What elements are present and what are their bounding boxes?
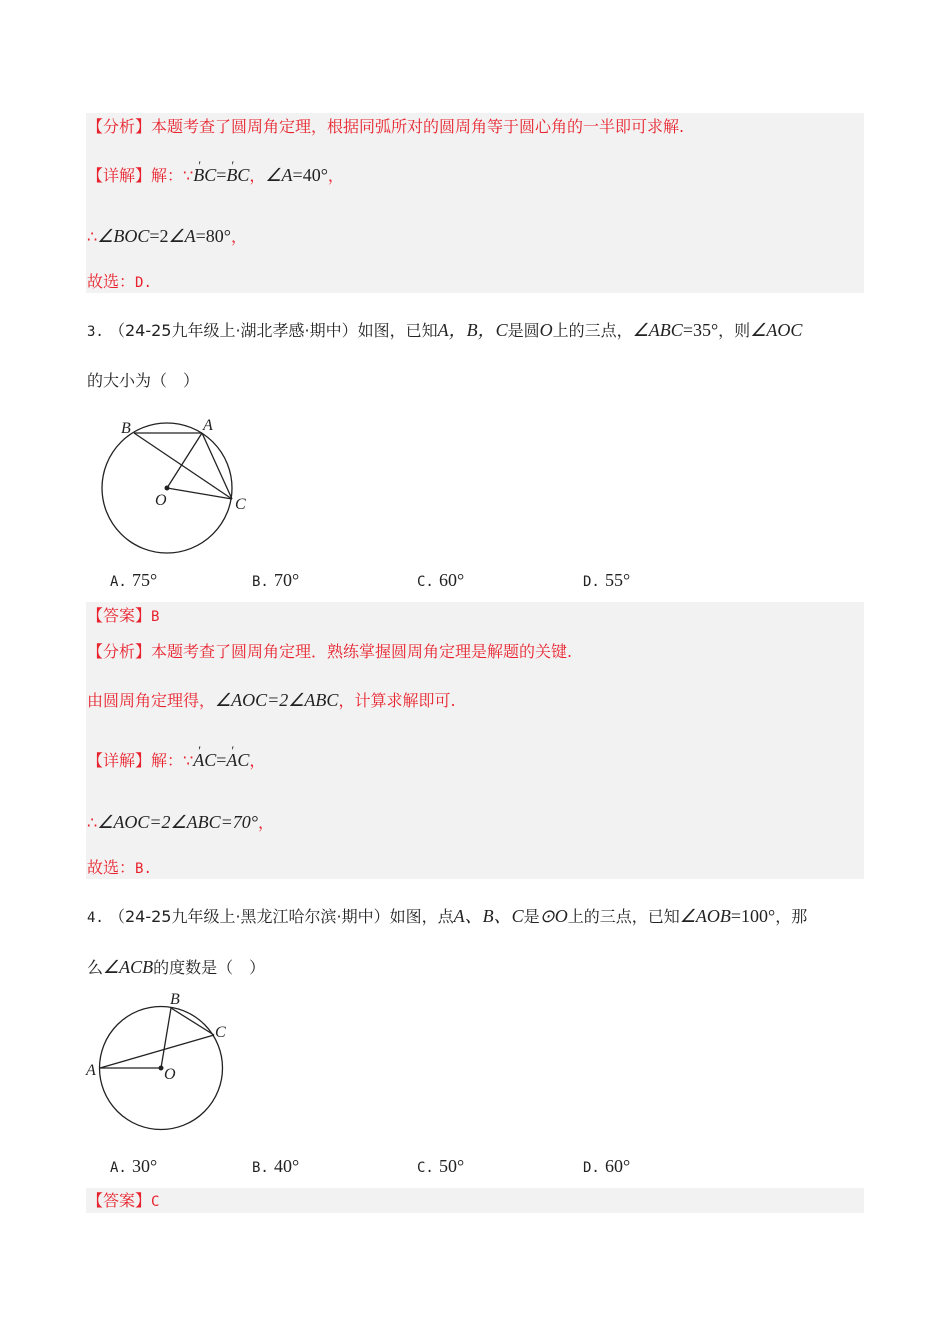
choice-label: 故选：	[87, 858, 136, 877]
stem-text: 么	[87, 958, 104, 977]
detail-tag: 【详解】	[87, 166, 152, 185]
q4-option-c[interactable]	[417, 1156, 464, 1177]
question-number: 4.	[87, 910, 104, 926]
eq-two: =2	[149, 226, 169, 246]
q3-option-c[interactable]	[417, 570, 464, 591]
segment-ao	[167, 433, 202, 488]
angle-a: ∠A	[265, 165, 293, 185]
q3-option-b[interactable]	[252, 570, 299, 591]
answer-tag: 【答案】	[87, 1191, 152, 1210]
option-key: B.	[252, 574, 269, 590]
choice-value: D.	[135, 275, 152, 291]
option-key: C.	[417, 1160, 434, 1176]
label-a: A	[203, 417, 213, 434]
center-dot	[165, 486, 170, 491]
q3-analysis	[87, 642, 572, 662]
option-value: 40°	[273, 1156, 300, 1176]
points: A、B、C	[453, 906, 524, 926]
equals: =	[216, 165, 227, 185]
option-value: 70°	[273, 570, 300, 590]
angle-acb: ∠ACB	[103, 957, 154, 977]
detail-tag: 【详解】	[87, 751, 152, 770]
stem-text: 是圆	[507, 321, 540, 340]
stem-text: 上的三点，已知	[567, 907, 680, 926]
option-value: 55°	[604, 570, 631, 590]
therefore: ∴	[87, 227, 98, 246]
value: =80°	[195, 226, 231, 246]
q3-option-a[interactable]	[110, 570, 157, 591]
option-key: C.	[417, 574, 434, 590]
stem-text: 如图，已知	[357, 321, 438, 340]
option-value: 75°	[131, 570, 158, 590]
choice-value: B.	[135, 861, 152, 877]
analysis-tag: 【分析】	[87, 642, 152, 661]
stem-text: 上的三点，	[552, 321, 633, 340]
point-o: O	[539, 320, 553, 340]
arc-ac: ′ AC	[226, 750, 249, 770]
detail-prefix: 解：∵	[151, 166, 194, 185]
choice-label: 故选：	[87, 272, 136, 291]
stem-text: 是	[523, 907, 540, 926]
label-b: B	[170, 991, 180, 1008]
option-key: D.	[583, 574, 600, 590]
option-key: A.	[110, 574, 127, 590]
option-key: B.	[252, 1160, 269, 1176]
answer-value: B	[151, 609, 160, 625]
comma: ，	[257, 813, 274, 832]
question-source: （24-25九年级上·黑龙江哈尔滨·期中）	[108, 907, 390, 926]
therefore: ∴	[87, 813, 98, 832]
center-dot	[159, 1066, 164, 1071]
option-value: 60°	[438, 570, 465, 590]
q3-analysis-2	[87, 690, 456, 711]
stem-text: 如图，点	[389, 907, 454, 926]
math-expression: ∠AOC=2∠ABC=70°	[97, 812, 258, 832]
q4-stem-line2	[87, 957, 265, 978]
q3-option-d[interactable]	[583, 570, 630, 591]
arc-bc: ′ BC	[226, 165, 249, 185]
question-source: （24-25九年级上·湖北孝感·期中）	[108, 321, 358, 340]
q3-stem-line2: 的大小为（ ）	[87, 371, 200, 390]
analysis-tag: 【分析】	[87, 117, 152, 136]
angle-value: =35°	[682, 320, 719, 340]
angle-aob: ∠AOB	[679, 906, 731, 926]
angle-boc: ∠BOC	[97, 226, 150, 246]
equals: =	[216, 750, 227, 770]
label-o: O	[155, 492, 167, 509]
segment-oc	[167, 488, 232, 499]
analysis-text: 本题考查了圆周角定理．熟练掌握圆周角定理是解题的关键.	[151, 642, 573, 661]
option-value: 30°	[131, 1156, 158, 1176]
angle-aoc: ∠AOC	[750, 320, 803, 340]
math-expression: ∠AOC=2∠ABC	[215, 690, 339, 710]
points: A，B，C	[437, 320, 508, 340]
option-key: D.	[583, 1160, 600, 1176]
q3-choice	[87, 858, 152, 879]
answer-value: C	[151, 1194, 160, 1210]
comma: ，	[249, 166, 266, 185]
detail-prefix: 解：∵	[151, 751, 194, 770]
angle-a-value: =40°	[292, 165, 328, 185]
circle-o: ⊙O	[539, 906, 568, 926]
arc-ac: ′ AC	[193, 750, 216, 770]
q4-stem	[87, 906, 807, 928]
q4-answer	[87, 1191, 159, 1212]
q3-step2	[87, 812, 274, 833]
q4-option-d[interactable]	[583, 1156, 630, 1177]
angle-value: =100°	[730, 906, 776, 926]
segment-bc	[171, 1008, 214, 1035]
option-key: A.	[110, 1160, 127, 1176]
segment-ac	[100, 1035, 214, 1068]
label-c: C	[235, 496, 246, 513]
analysis-text: 由圆周角定理得，	[87, 691, 216, 710]
analysis-text: ，计算求解即可.	[338, 691, 456, 710]
angle-abc: ∠ABC	[632, 320, 683, 340]
option-value: 50°	[438, 1156, 465, 1176]
q4-option-a[interactable]	[110, 1156, 157, 1177]
q4-option-b[interactable]	[252, 1156, 299, 1177]
answer-tag: 【答案】	[87, 606, 152, 625]
label-o: O	[164, 1066, 176, 1083]
segment-bo	[161, 1008, 171, 1068]
angle-a: ∠A	[168, 226, 196, 246]
comma: ，	[249, 751, 266, 770]
option-value: 60°	[604, 1156, 631, 1176]
q3-detail	[87, 750, 265, 771]
prev-detail: 【详解】解：∵′ BC=′ BC，∠A=40°，	[87, 165, 344, 186]
stem-text: ，则	[718, 321, 751, 340]
label-a: A	[86, 1062, 96, 1079]
prev-step2: ∴∠BOC=2∠A=80°，	[87, 226, 247, 246]
arc-bc: ′ BC	[193, 165, 216, 185]
question-number: 3.	[87, 324, 104, 340]
stem-text: ，那	[775, 907, 808, 926]
stem-text: 的度数是（ ）	[153, 958, 266, 977]
q3-answer	[87, 606, 159, 627]
label-b: B	[121, 420, 131, 437]
label-c: C	[215, 1024, 226, 1041]
analysis-text: 本题考查了圆周角定理，根据同弧所对的圆周角等于圆心角的一半即可求解.	[151, 117, 685, 136]
